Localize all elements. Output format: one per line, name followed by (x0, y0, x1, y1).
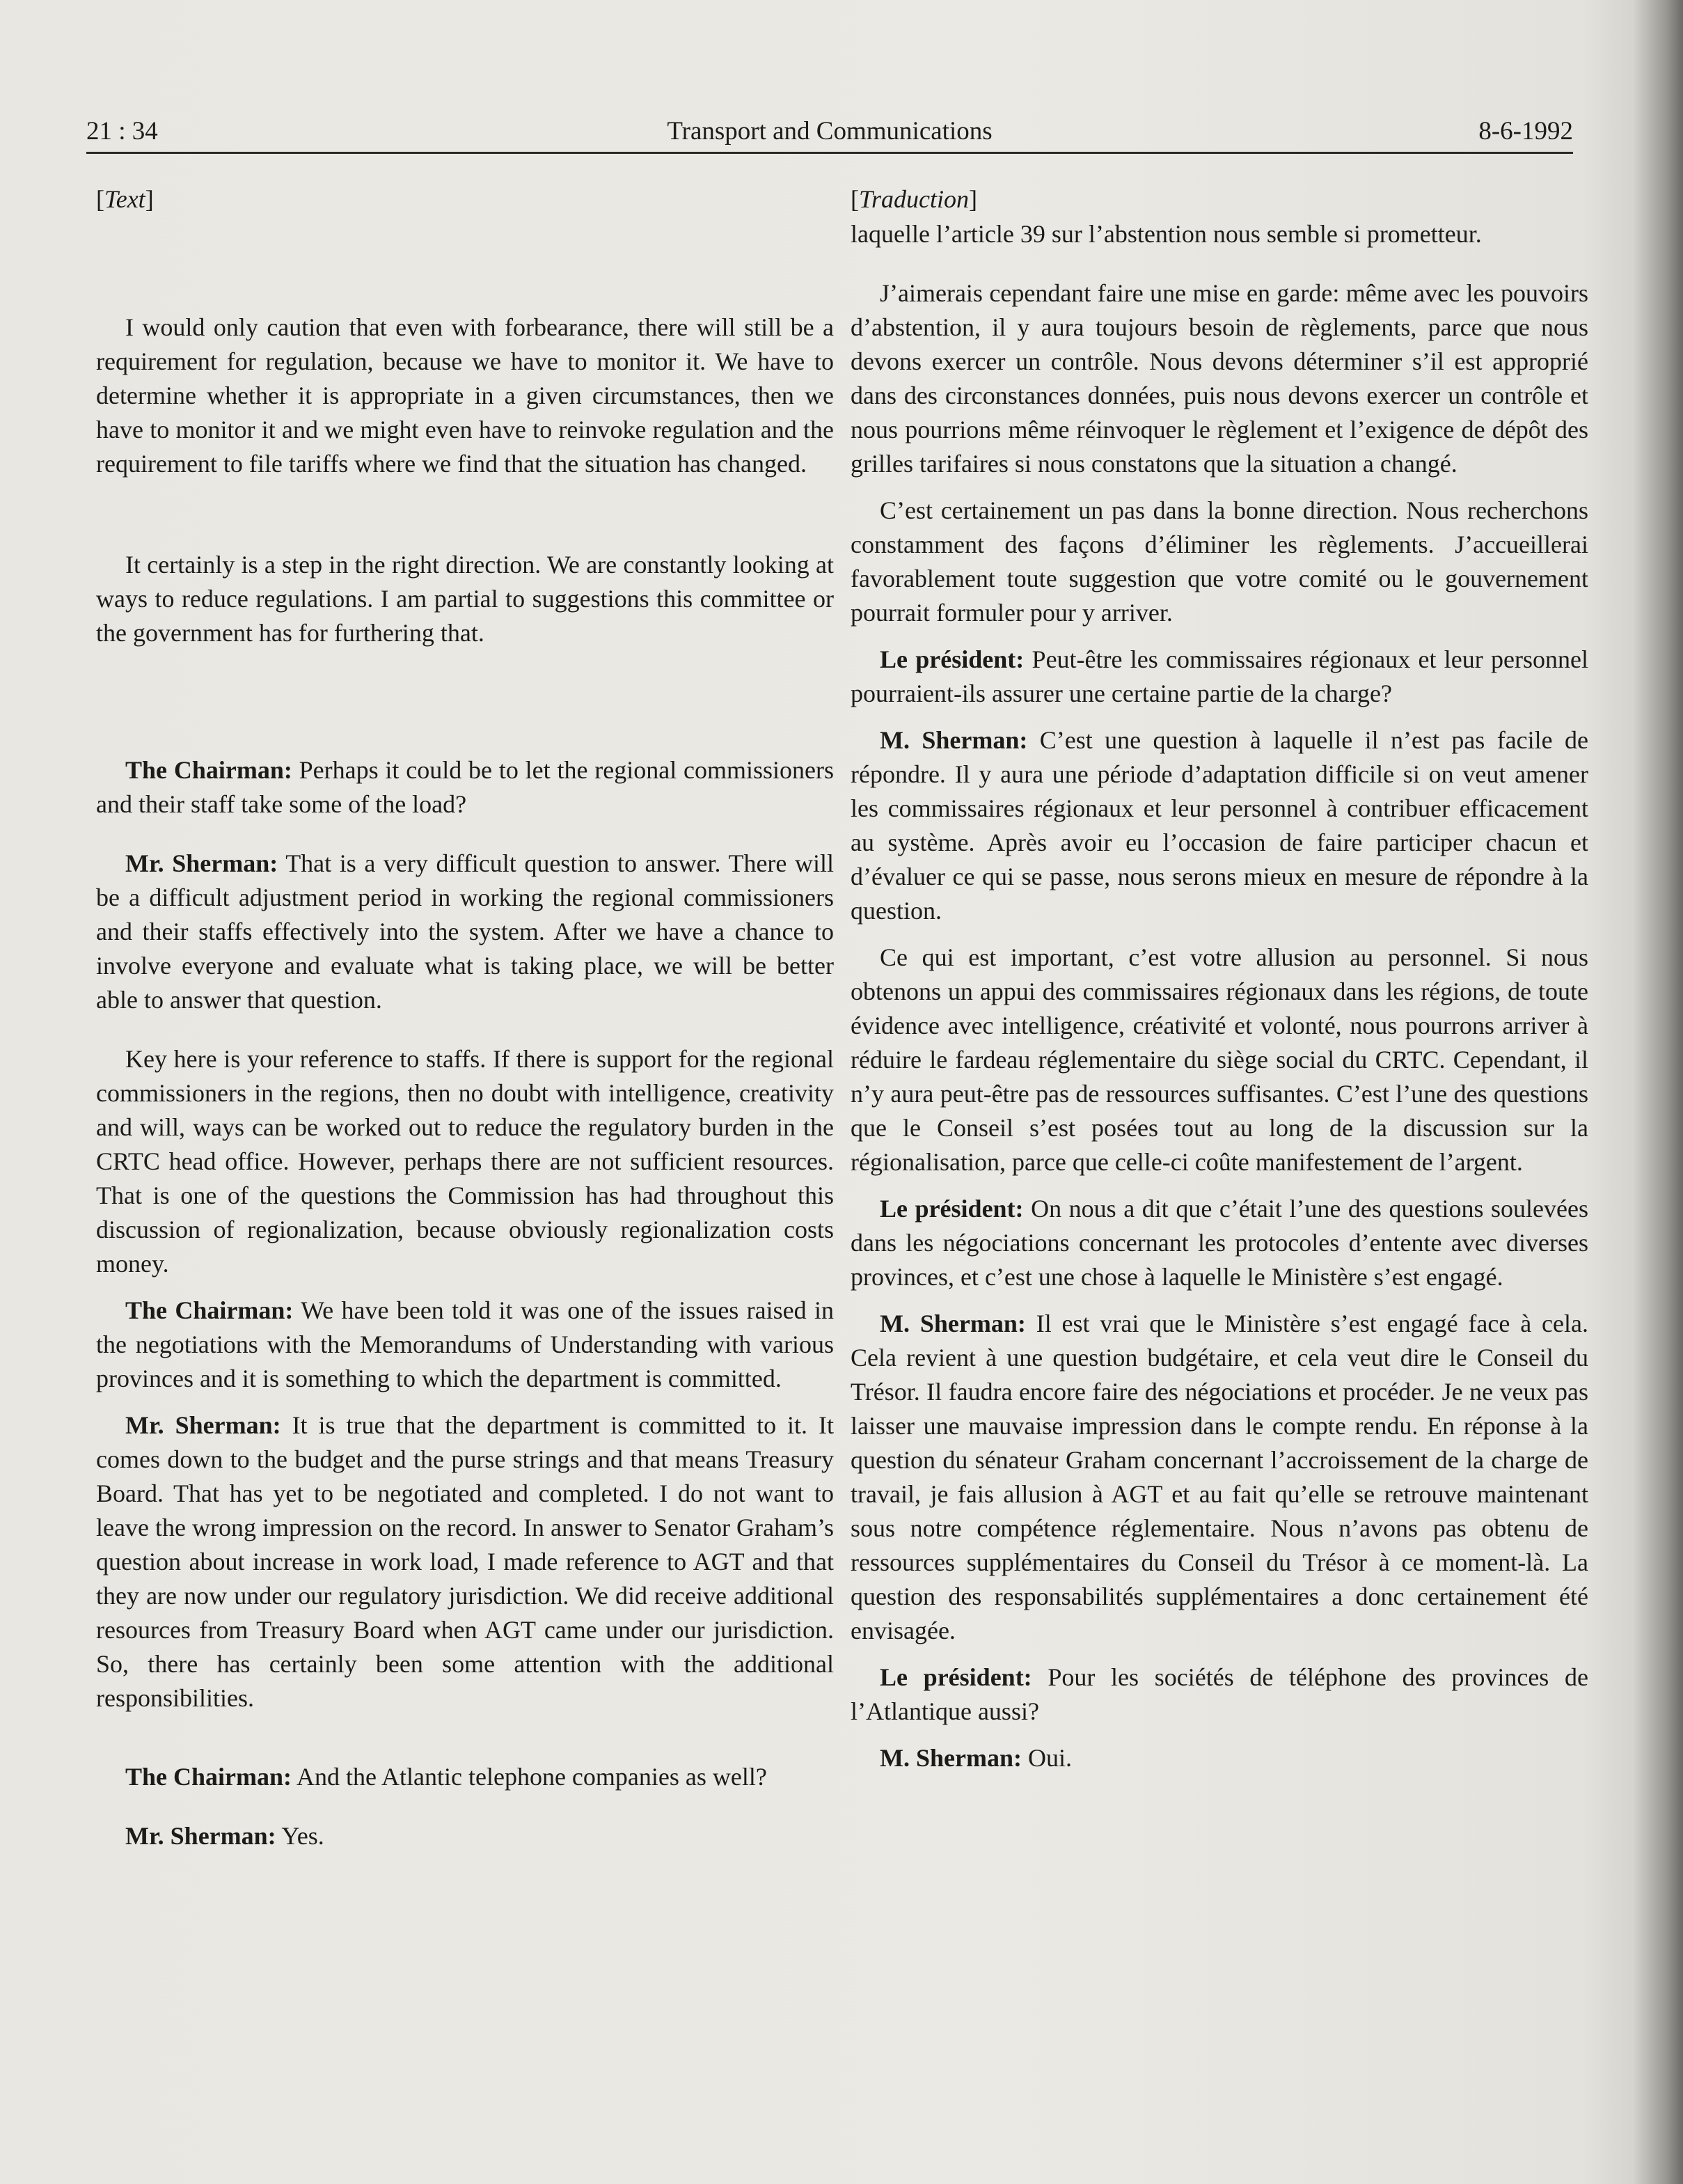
paragraph (851, 723, 1588, 928)
paragraph-text: Yes. (276, 1822, 324, 1850)
paragraph-text: On nous a dit que c’était l’une des questions soulevées dans les négociations concernant les protocoles d’entente avec diverses provinces, et c’est une chose à laquelle le Ministère s’est engagé. (851, 1195, 1588, 1291)
paragraph-text: It certainly is a step in the right direction. We are constantly looking at ways to reduce regulations. I am partial to suggestions this committee or the government has for furthering that. (96, 551, 834, 647)
paragraph-text: Ce qui est important, c’est votre allusion au personnel. Si nous obtenons un appui des commissaires régionaux dans les régions, de toute évidence avec intelligence, créativité et volonté, nous pourrons arriver à réduire le fardeau réglementaire du siège social du CRTC. Cependant, il n’y aura peut-être pas de ressources suffisantes. C’est l’une des questions que le Conseil s’est posées tout au long de la discussion sur la régionalisation, parce que celle-ci coûte manifestement de l’argent. (851, 943, 1588, 1176)
paragraph-text: Oui. (1021, 1744, 1072, 1772)
paragraph-text: Peut-être les commissaires régionaux et leur personnel pourraient-ils assurer une certaine partie de la charge? (851, 645, 1588, 707)
speaker-name: Mr. Sherman: (125, 1411, 281, 1439)
paragraph-text: That is a very difficult question to answer. There will be a difficult adjustment period in working the regional commissioners and their staffs effectively into the system. After we have a chance to involve everyone and evaluate what is taking place, we will be better able to answer that question. (96, 849, 834, 1014)
paragraph-text: Pour les sociétés de téléphone des provinces de l’Atlantique aussi? (851, 1663, 1588, 1725)
paragraph (96, 1819, 834, 1853)
speaker-name: Le président: (880, 645, 1025, 673)
speaker-name: The Chairman: (125, 1763, 292, 1791)
speaker-name: Mr. Sherman: (125, 849, 278, 877)
paragraph (96, 1408, 834, 1715)
speaker-name: Le président: (880, 1195, 1024, 1223)
publication-title: Transport and Communications (667, 117, 993, 146)
paragraph (851, 494, 1588, 630)
english-column (96, 182, 834, 1853)
paragraph (96, 311, 834, 481)
paragraph-text: C’est une question à laquelle il n’est pas facile de répondre. Il y aura une période d’adaptation difficile si on veut amener les commissaires régionaux et leur personnel à contribuer efficacement au système. Après avoir eu l’occasion de faire participer chacun et d’évaluer ce qui se passe, nous serons mieux en mesure de répondre à la question. (851, 726, 1588, 925)
traduction-label: [Traduction] (851, 185, 978, 213)
paragraph-text: And the Atlantic telephone companies as well? (292, 1763, 767, 1791)
paragraph-text: C’est certainement un pas dans la bonne direction. Nous recherchons constamment des façons d’éliminer les règlements. J’accueillerai favorablement toute suggestion que votre comité ou le gouvernement pourrait formuler pour y arriver. (851, 496, 1588, 627)
paragraph (96, 1042, 834, 1281)
speaker-name: M. Sherman: (880, 1310, 1026, 1337)
french-column (851, 182, 1588, 1775)
speaker-name: The Chairman: (125, 1296, 294, 1324)
paragraph-text: I would only caution that even with forbearance, there will still be a requirement for regulation, because we have to monitor it. We have to determine whether it is appropriate in a given circumstances, then we have to monitor it and we might even have to reinvoke regulation and the requirement to file tariffs where we find that the situation has changed. (96, 313, 834, 478)
paragraph-text: Perhaps it could be to let the regional commissioners and their staff take some of the load? (96, 756, 834, 818)
paragraph-text: We have been told it was one of the issues raised in the negotiations with the Memorandums of Understanding with various provinces and it is something to which the department is committed. (96, 1296, 834, 1392)
running-head (86, 110, 1573, 154)
paragraph (851, 941, 1588, 1179)
paragraph (96, 753, 834, 822)
speaker-name: Mr. Sherman: (125, 1822, 276, 1850)
speaker-name: M. Sherman: (880, 1744, 1022, 1772)
paragraph (96, 1294, 834, 1396)
paragraph (851, 643, 1588, 711)
paragraph (851, 1660, 1588, 1729)
paragraph (851, 217, 1588, 251)
page-number: 21 : 34 (86, 117, 158, 146)
paragraph (851, 1307, 1588, 1648)
paragraph (96, 847, 834, 1017)
page-date: 8-6-1992 (1478, 117, 1573, 146)
paragraph-text: J’aimerais cependant faire une mise en garde: même avec les pouvoirs d’abstention, il y aura toujours besoin de règlements, parce que nous devons exercer un contrôle. Nous devons déterminer s’il est approprié dans des circonstances données, puis nous devons exercer un contrôle et nous pourrions même réinvoquer le règlement et l’exigence de dépôt des grilles tarifaires si nous constatons que la situation a changé. (851, 279, 1588, 478)
paragraph-text: Key here is your reference to staffs. If there is support for the regional commissioners in the regions, then no doubt with intelligence, creativity and will, ways can be worked out to reduce the regulatory burden in the CRTC head office. However, perhaps there are not sufficient resources. That is one of the questions the Commission has had throughout this discussion of regionalization, because obviously regionalization costs money. (96, 1045, 834, 1278)
text-label: [Text] (96, 185, 154, 213)
paragraph (851, 1192, 1588, 1294)
speaker-name: The Chairman: (125, 756, 292, 784)
paragraph-text: Il est vrai que le Ministère s’est engagé face à cela. Cela revient à une question budgétaire, et cela veut dire le Conseil du Trésor. Il faudra encore faire des négociations et procéder. Je ne veux pas laisser une mauvaise impression dans le compte rendu. En réponse à la question du sénateur Graham concernant l’accroissement de la charge de travail, je fais allusion à AGT et au fait qu’elle se retrouve maintenant sous notre compétence réglementaire. Nous n’avons pas obtenu de ressources supplémentaires du Conseil du Trésor à ce moment-là. La question des responsabilités supplémentaires a donc certainement été envisagée. (851, 1310, 1588, 1644)
paragraph-text: laquelle l’article 39 sur l’abstention nous semble si prometteur. (851, 220, 1482, 248)
paragraph (96, 548, 834, 650)
speaker-name: Le président: (880, 1663, 1032, 1691)
paragraph (851, 276, 1588, 481)
speaker-name: M. Sherman: (880, 726, 1028, 754)
paragraph-text: It is true that the department is committed to it. It comes down to the budget and the purse strings and that means Treasury Board. That has yet to be negotiated and completed. I do not want to leave the wrong impression on the record. In answer to Senator Graham’s question about increase in work load, I made reference to AGT and that they are now under our regulatory jurisdiction. We did receive additional resources from Treasury Board when AGT came under our jurisdiction. So, there has certainly been some attention with the additional responsibilities. (96, 1411, 834, 1712)
paragraph (851, 1741, 1588, 1775)
paragraph (96, 1760, 834, 1794)
